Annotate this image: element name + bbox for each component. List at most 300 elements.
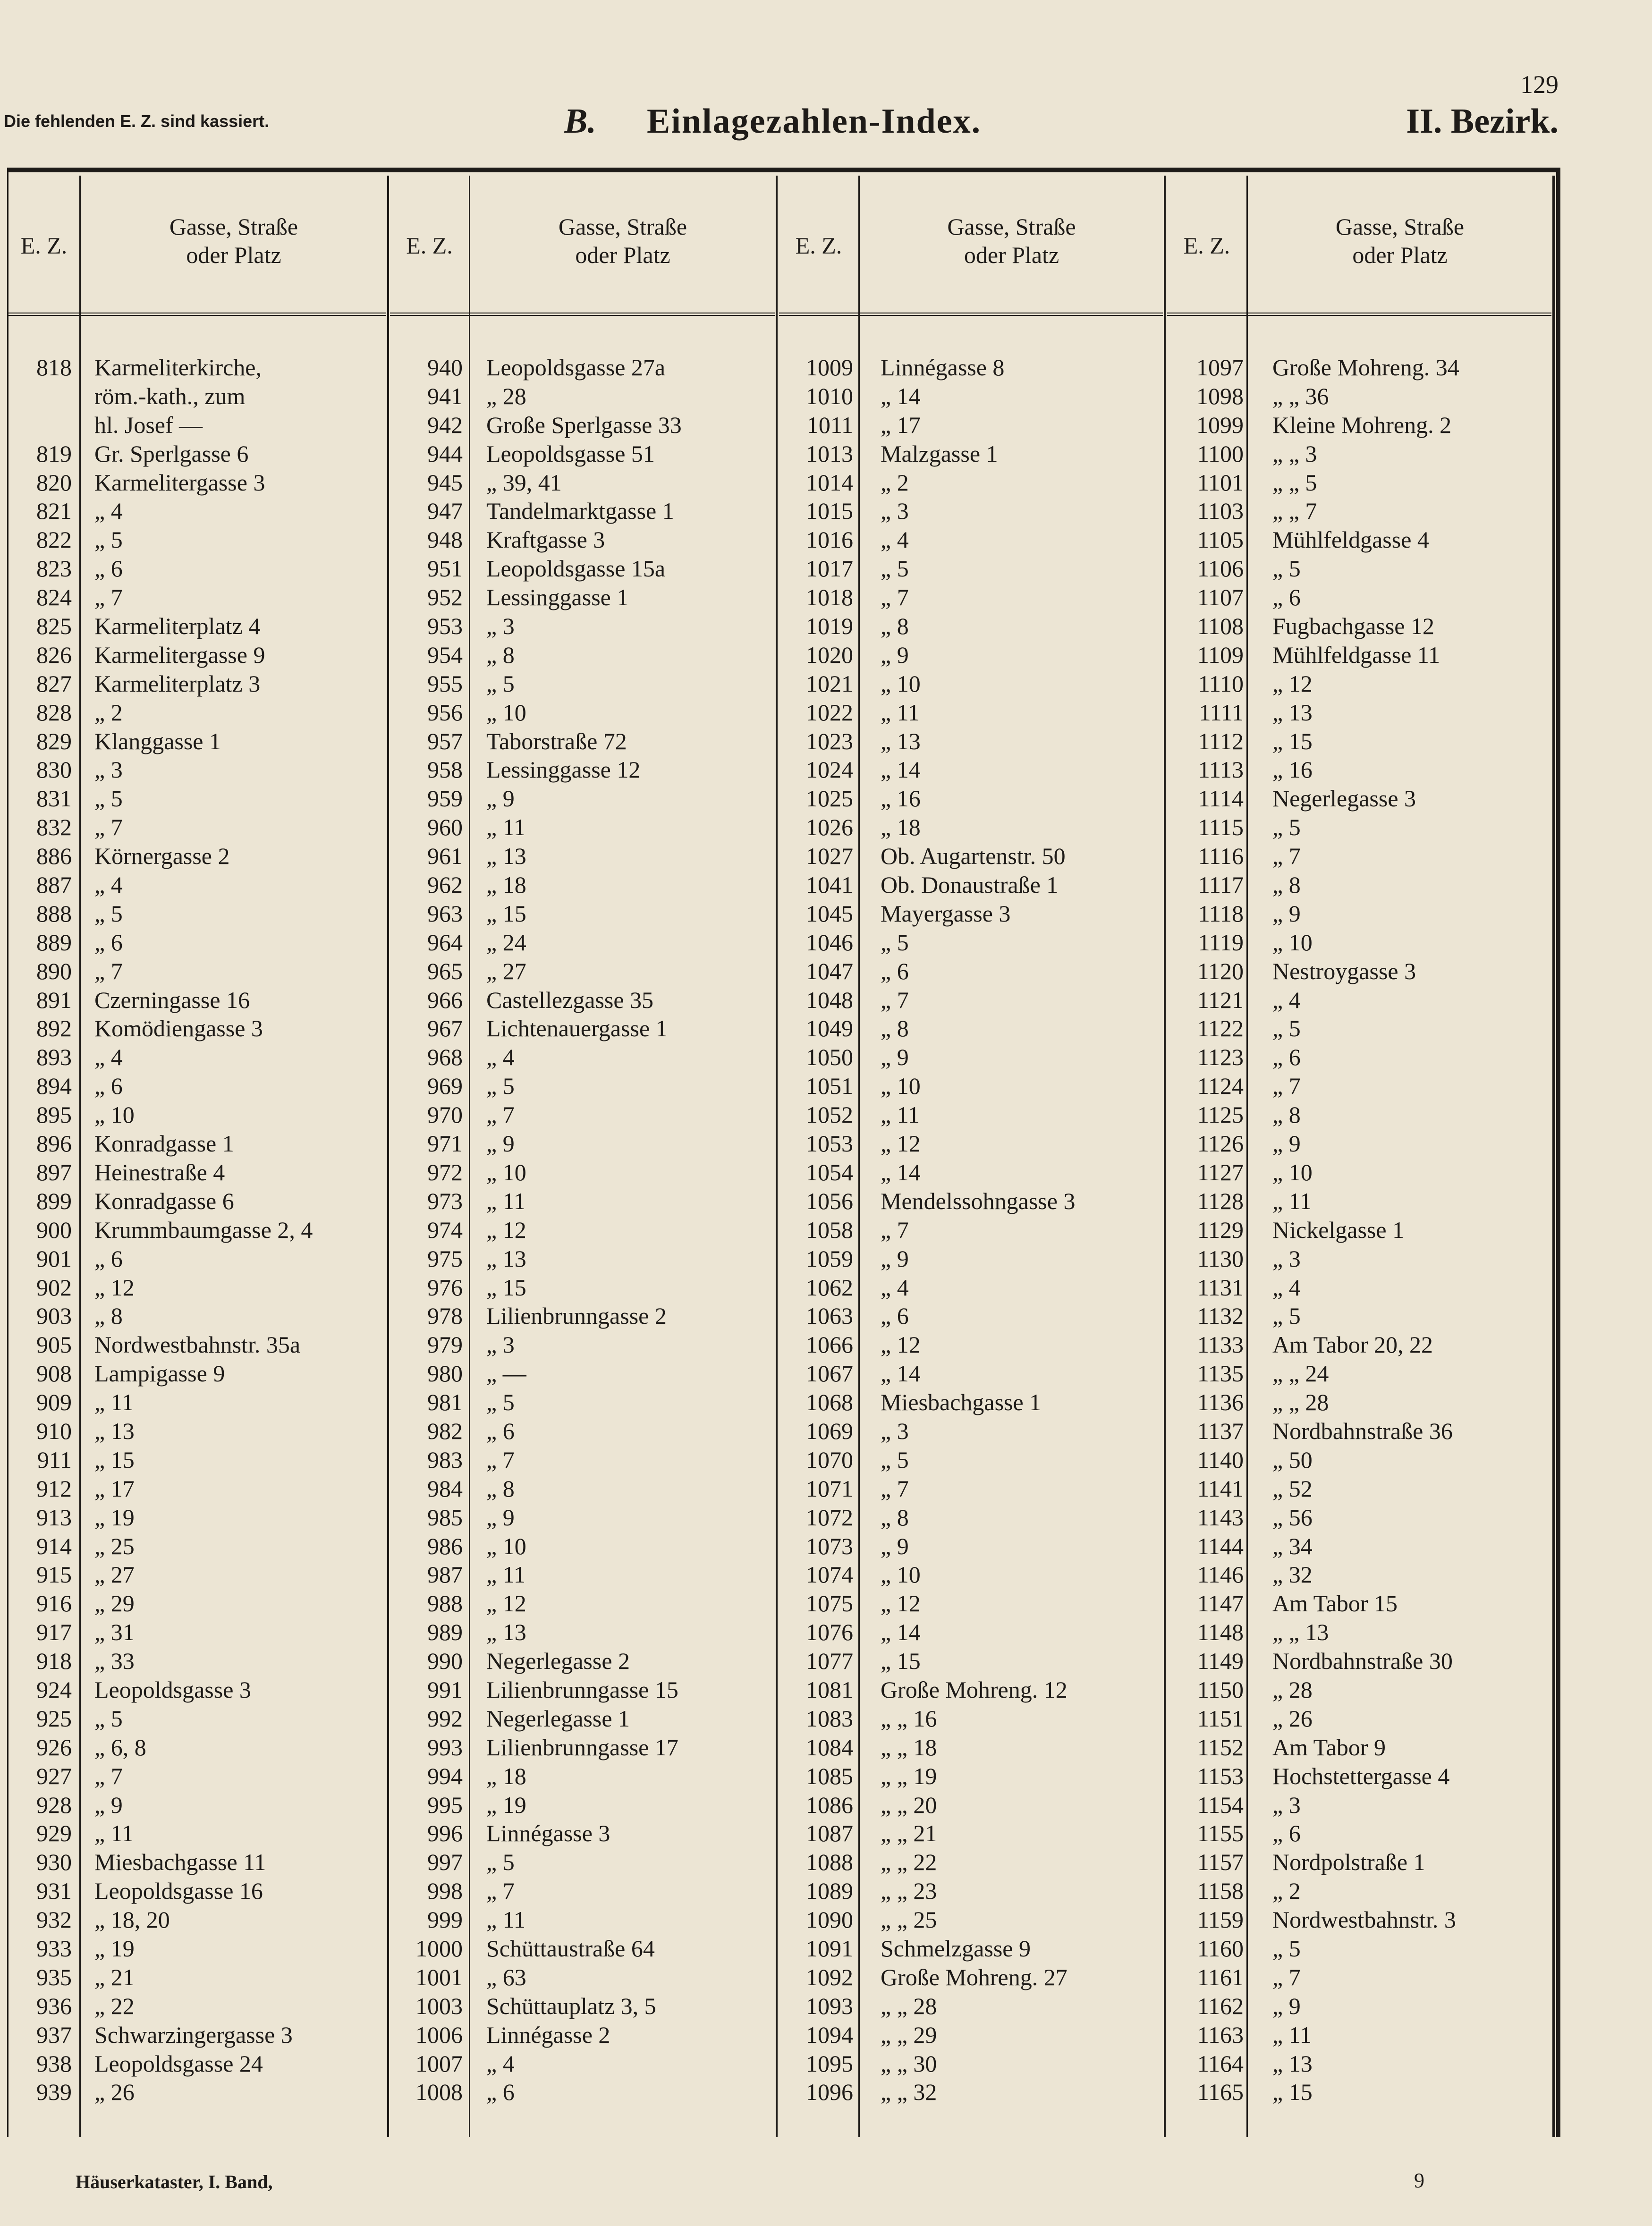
ez-header: E. Z. — [795, 232, 842, 259]
table-row — [881, 784, 1162, 813]
table-row — [94, 957, 385, 986]
street-entry: „ „ 3 — [1272, 440, 1317, 467]
ez-number: 1070 — [806, 1446, 853, 1473]
table-row — [780, 928, 853, 957]
table-row — [391, 1216, 463, 1244]
street-entry: Schüttaustraße 64 — [486, 1935, 655, 1962]
table-row — [881, 1819, 1162, 1848]
table-row — [881, 957, 1162, 986]
ez-number: 1121 — [1197, 986, 1244, 1013]
street-entry: Karmeliterplatz 3 — [94, 670, 261, 697]
table-row — [486, 784, 773, 813]
table-row — [881, 497, 1162, 525]
street-entry: „ „ 18 — [881, 1734, 937, 1760]
street-entry: „ 9 — [881, 1044, 909, 1071]
table-row — [881, 612, 1162, 641]
table-row — [881, 1072, 1162, 1100]
table-row — [486, 1647, 773, 1676]
street-entry: „ 14 — [881, 382, 921, 409]
table-row — [1272, 583, 1551, 612]
street-entry: „ 6 — [1272, 1044, 1301, 1071]
table-row — [1168, 1647, 1244, 1676]
street-entry: Lichtenauergasse 1 — [486, 1015, 668, 1042]
table-row — [391, 1905, 463, 1934]
table-row — [1272, 1589, 1551, 1618]
table-row — [486, 353, 773, 382]
header-rule — [779, 313, 1163, 316]
street-entry: Hochstettergasse 4 — [1272, 1762, 1450, 1789]
ez-number: 1009 — [806, 354, 853, 381]
street-entry: „ 4 — [486, 2050, 515, 2077]
ez-number: 1056 — [806, 1187, 853, 1214]
ez-number: 1129 — [1197, 1216, 1244, 1243]
table-row — [486, 1043, 773, 1072]
table-row — [780, 1647, 853, 1676]
ez-number: 900 — [36, 1216, 72, 1243]
ez-number: 1106 — [1197, 555, 1244, 582]
table-row — [486, 899, 773, 928]
table-row — [881, 1877, 1162, 1905]
table-row — [94, 1848, 385, 1877]
table-row — [9, 1934, 72, 1963]
street-entry: „ 6 — [94, 929, 123, 956]
street-entry: Lilienbrunngasse 2 — [486, 1303, 667, 1329]
ez-number: 967 — [427, 1015, 463, 1042]
street-entry: Schüttauplatz 3, 5 — [486, 1992, 656, 2019]
street-entry: „ 4 — [1272, 1274, 1301, 1301]
street-entry: „ 6 — [1272, 1820, 1301, 1847]
table-row — [9, 1877, 72, 1905]
street-entry: Nordpolstraße 1 — [1272, 1849, 1425, 1876]
table-row — [1168, 755, 1244, 784]
table-row — [881, 1417, 1162, 1446]
street-entry: „ 2 — [1272, 1878, 1301, 1904]
ez-number: 1124 — [1197, 1073, 1244, 1100]
table-row — [1272, 1187, 1551, 1216]
table-row — [1168, 1791, 1244, 1820]
ez-number: 997 — [427, 1849, 463, 1876]
table-row — [94, 1560, 385, 1589]
ez-number: 895 — [36, 1101, 72, 1128]
table-row — [391, 1560, 463, 1589]
table-row — [780, 755, 853, 784]
table-row — [780, 440, 853, 468]
table-row — [9, 1446, 72, 1474]
street-entry: „ 14 — [881, 1619, 921, 1646]
ez-number: 1154 — [1197, 1791, 1244, 1818]
table-row — [780, 1905, 853, 1934]
ez-number: 1108 — [1197, 613, 1244, 640]
table-row — [1272, 382, 1551, 411]
street-entry: „ 5 — [881, 929, 909, 956]
table-row — [9, 1676, 72, 1704]
street-entry: „ 10 — [486, 699, 526, 726]
table-row — [1272, 899, 1551, 928]
table-row — [94, 928, 385, 957]
street-entry: „ 28 — [486, 382, 526, 409]
street-entry: Tandelmarktgasse 1 — [486, 498, 674, 525]
ez-number: 1025 — [806, 785, 853, 812]
street-entry: „ 34 — [1272, 1532, 1313, 1559]
ez-number: 1046 — [806, 929, 853, 956]
table-row — [9, 1359, 72, 1388]
street-entry: „ 4 — [94, 498, 123, 525]
street-entry: Malzgasse 1 — [881, 440, 998, 467]
table-row — [9, 1330, 72, 1359]
table-row — [1272, 411, 1551, 440]
ez-number: 1041 — [806, 872, 853, 898]
divider — [387, 176, 389, 2137]
ez-number: 1107 — [1197, 584, 1244, 611]
table-row — [486, 755, 773, 784]
ez-number: 1118 — [1198, 900, 1244, 927]
street-entry: „ 15 — [1272, 2079, 1313, 2106]
street-entry: „ „ 19 — [881, 1762, 937, 1789]
ez-number: 1140 — [1197, 1446, 1244, 1473]
table-row — [391, 2021, 463, 2049]
table-row — [780, 554, 853, 583]
table-row — [486, 842, 773, 871]
street-entry: „ 11 — [486, 1906, 525, 1933]
ez-number: 830 — [36, 756, 72, 783]
ez-number: 1090 — [806, 1906, 853, 1933]
table-row — [780, 1474, 853, 1503]
street-entry: „ 10 — [881, 1561, 921, 1588]
ez-number: 983 — [427, 1446, 463, 1473]
table-row — [881, 1733, 1162, 1762]
ez-number: 1083 — [806, 1705, 853, 1732]
table-row — [1168, 1330, 1244, 1359]
street-entry: Negerlegasse 2 — [486, 1648, 630, 1675]
ez-number: 1137 — [1197, 1417, 1244, 1444]
street-entry: „ 63 — [486, 1964, 526, 1990]
street-entry: „ 4 — [881, 1274, 909, 1301]
table-row — [1272, 1043, 1551, 1072]
ez-number: 1052 — [806, 1101, 853, 1128]
ez-number: 1026 — [806, 814, 853, 841]
page-title: Einlagezahlen-Index. — [647, 102, 982, 141]
table-row — [1168, 1733, 1244, 1762]
table-row — [1272, 1129, 1551, 1158]
street-entry: Körnergasse 2 — [94, 843, 230, 870]
ez-number: 944 — [427, 440, 463, 467]
table-row — [881, 1848, 1162, 1877]
street-header: Gasse, Straße oder Platz — [169, 213, 298, 268]
table-row — [94, 1187, 385, 1216]
table-row — [780, 2021, 853, 2049]
table-row — [780, 1877, 853, 1905]
ez-number: 1158 — [1197, 1878, 1244, 1904]
table-row — [391, 1417, 463, 1446]
table-row — [780, 957, 853, 986]
table-row — [486, 986, 773, 1015]
ez-number: 964 — [427, 929, 463, 956]
table-row — [94, 641, 385, 669]
street-entry: „ 21 — [94, 1964, 135, 1990]
table-row — [1168, 1905, 1244, 1934]
table-row — [1272, 612, 1551, 641]
table-row — [391, 1532, 463, 1561]
ez-number: 1127 — [1197, 1159, 1244, 1185]
street-entry: „ 3 — [881, 498, 909, 525]
ez-number: 1006 — [415, 2021, 463, 2048]
ez-number: 829 — [36, 728, 72, 754]
table-row — [780, 1848, 853, 1877]
table-row — [391, 1934, 463, 1963]
street-entry: „ 11 — [486, 1561, 525, 1588]
street-entry: „ „ 29 — [881, 2021, 937, 2048]
table-row — [391, 1158, 463, 1187]
ez-number: 1120 — [1197, 957, 1244, 984]
table-row — [780, 641, 853, 669]
table-row — [1168, 1244, 1244, 1273]
ez-number: 929 — [36, 1820, 72, 1847]
street-entry: „ 7 — [881, 584, 909, 611]
table-row — [1272, 468, 1551, 497]
street-entry: Miesbachgasse 11 — [94, 1849, 266, 1876]
street-entry: „ 19 — [486, 1791, 526, 1818]
street-entry: „ 18, 20 — [94, 1906, 170, 1933]
ez-number: 973 — [427, 1187, 463, 1214]
street-entry: „ 12 — [881, 1331, 921, 1358]
table-row — [1168, 1589, 1244, 1618]
table-row — [94, 1474, 385, 1503]
street-entry: „ 17 — [94, 1475, 135, 1502]
table-row — [486, 1819, 773, 1848]
ez-number: 1103 — [1197, 498, 1244, 525]
table-row — [780, 525, 853, 554]
table-row — [881, 2078, 1162, 2107]
table-row — [9, 1503, 72, 1532]
missing-entries-note: Die fehlenden E. Z. sind kassiert. — [4, 111, 270, 131]
table-row — [1272, 1158, 1551, 1187]
ez-number: 1136 — [1197, 1389, 1244, 1416]
ez-number: 924 — [36, 1676, 72, 1703]
ez-number: 1122 — [1197, 1015, 1244, 1042]
street-entry: „ 27 — [486, 957, 526, 984]
table-row — [780, 1503, 853, 1532]
divider — [776, 176, 778, 2137]
table-row — [486, 1244, 773, 1273]
table-row — [391, 1273, 463, 1302]
table-row — [391, 1618, 463, 1647]
table-row — [9, 784, 72, 813]
ez-number: 1088 — [806, 1849, 853, 1876]
ez-number: 1163 — [1197, 2021, 1244, 2048]
ez-number: 956 — [427, 699, 463, 726]
table-row — [9, 1791, 72, 1820]
ez-number: 828 — [36, 699, 72, 726]
street-entry: Schwarzingergasse 3 — [94, 2021, 293, 2048]
street-entry: „ 6 — [486, 1417, 515, 1444]
ez-number: 1164 — [1197, 2050, 1244, 2077]
table-row — [9, 727, 72, 756]
table-row — [1168, 1273, 1244, 1302]
table-row — [486, 1905, 773, 1934]
street-entry: „ 16 — [881, 785, 921, 812]
table-row — [1168, 698, 1244, 727]
table-row — [1272, 1819, 1551, 1848]
street-entry: Leopoldsgasse 51 — [486, 440, 655, 467]
table-row — [1272, 1791, 1551, 1820]
ez-number: 1085 — [806, 1762, 853, 1789]
ez-number: 958 — [427, 756, 463, 783]
street-header: Gasse, Straße oder Platz — [1335, 213, 1465, 268]
table-row — [1168, 612, 1244, 641]
ez-number: 1095 — [806, 2050, 853, 2077]
ez-number: 893 — [36, 1044, 72, 1071]
street-entry: Leopoldsgasse 3 — [94, 1676, 251, 1703]
table-row — [1272, 784, 1551, 813]
table-row — [486, 957, 773, 986]
table-row — [486, 1791, 773, 1820]
street-entry: „ 14 — [881, 756, 921, 783]
ez-number: 1008 — [415, 2079, 463, 2106]
table-row — [1168, 784, 1244, 813]
ez-number: 932 — [36, 1906, 72, 1933]
table-row — [9, 1100, 72, 1129]
street-entry: „ 7 — [881, 1216, 909, 1243]
ez-number: 902 — [36, 1274, 72, 1301]
ez-number: 952 — [427, 584, 463, 611]
table-row — [391, 1014, 463, 1043]
street-entry: Lessinggasse 1 — [486, 584, 629, 611]
table-row — [486, 411, 773, 440]
street-entry: Kleine Mohreng. 2 — [1272, 411, 1452, 438]
street-entry: „ 5 — [94, 900, 123, 927]
ez-number: 832 — [36, 814, 72, 841]
table-row — [391, 641, 463, 669]
table-row — [9, 1704, 72, 1733]
ez-number: 1125 — [1197, 1101, 1244, 1128]
table-row — [486, 1014, 773, 1043]
table-row — [1168, 842, 1244, 871]
street-entry: „ 6, 8 — [94, 1734, 146, 1760]
table-row — [780, 1676, 853, 1704]
ez-number: 1109 — [1197, 641, 1244, 668]
table-row — [391, 755, 463, 784]
street-entry: Lilienbrunngasse 17 — [486, 1734, 678, 1760]
street-entry: Konradgasse 6 — [94, 1187, 234, 1214]
street-entry: „ 10 — [1272, 1159, 1313, 1185]
street-entry: „ 5 — [94, 526, 123, 553]
table-row — [94, 727, 385, 756]
street-entry: „ 39, 41 — [486, 469, 562, 496]
ez-number: 1003 — [415, 1992, 463, 2019]
table-row — [486, 1100, 773, 1129]
table-row — [881, 2049, 1162, 2078]
table-row — [780, 698, 853, 727]
ez-number: 1089 — [806, 1878, 853, 1904]
table-row — [391, 440, 463, 468]
table-row — [780, 1129, 853, 1158]
ez-number: 985 — [427, 1504, 463, 1531]
street-entry: „ „ 28 — [1272, 1389, 1329, 1416]
footer-book-title: Häuserkataster, I. Band, — [76, 2171, 273, 2192]
ez-number: 1099 — [1196, 411, 1244, 438]
table-row — [9, 1905, 72, 1934]
ez-number: 1153 — [1197, 1762, 1244, 1789]
table-row — [9, 698, 72, 727]
table-row — [780, 1359, 853, 1388]
table-row — [94, 1877, 385, 1905]
street-entry: Fugbachgasse 12 — [1272, 613, 1434, 640]
table-row — [391, 497, 463, 525]
table-row — [1168, 382, 1244, 411]
table-row — [486, 1187, 773, 1216]
table-row — [780, 1733, 853, 1762]
ez-number: 1087 — [806, 1820, 853, 1847]
table-row — [1168, 1704, 1244, 1733]
street-entry: „ 19 — [94, 1935, 135, 1962]
table-row — [486, 1302, 773, 1330]
table-row — [94, 1014, 385, 1043]
street-entry: „ 5 — [94, 1705, 123, 1732]
ez-number: 982 — [427, 1417, 463, 1444]
table-row — [780, 1302, 853, 1330]
ez-number: 1128 — [1197, 1187, 1244, 1214]
street-entry: Nordbahnstraße 30 — [1272, 1648, 1453, 1675]
table-row — [780, 1388, 853, 1417]
table-row — [1272, 353, 1551, 382]
table-row — [391, 1762, 463, 1791]
ez-number: 905 — [36, 1331, 72, 1358]
table-row — [1168, 411, 1244, 440]
table-row — [391, 842, 463, 871]
ez-number: 1016 — [806, 526, 853, 553]
ez-number: 1011 — [806, 411, 853, 438]
ez-number: 1051 — [806, 1073, 853, 1100]
street-entry: „ 5 — [881, 1446, 909, 1473]
table-row — [1168, 1762, 1244, 1791]
table-row — [391, 1992, 463, 2021]
ez-number: 818 — [36, 354, 72, 381]
table-row — [94, 468, 385, 497]
table-row — [486, 1762, 773, 1791]
table-row — [780, 583, 853, 612]
table-row — [9, 440, 72, 468]
table-row — [1272, 554, 1551, 583]
ez-number: 1047 — [806, 957, 853, 984]
table-row — [486, 1848, 773, 1877]
table-row — [9, 1560, 72, 1589]
ez-number: 1045 — [806, 900, 853, 927]
table-row — [1168, 525, 1244, 554]
street-entry: Schmelzgasse 9 — [881, 1935, 1031, 1962]
ez-number: 1073 — [806, 1532, 853, 1559]
table-row — [1272, 1704, 1551, 1733]
ez-number: 1117 — [1198, 872, 1244, 898]
ez-number: 1081 — [806, 1676, 853, 1703]
table-row — [780, 1273, 853, 1302]
table-row — [1272, 928, 1551, 957]
ez-number: 928 — [36, 1791, 72, 1818]
table-row — [1272, 440, 1551, 468]
street-entry: „ „ 24 — [1272, 1360, 1329, 1387]
ez-number: 1007 — [415, 2050, 463, 2077]
ez-number: 824 — [36, 584, 72, 611]
table-row — [780, 1934, 853, 1963]
table-row — [391, 1963, 463, 1992]
table-row — [1168, 1388, 1244, 1417]
table-row — [94, 1100, 385, 1129]
ez-number: 933 — [36, 1935, 72, 1962]
table-row — [486, 1072, 773, 1100]
ez-number: 1101 — [1197, 469, 1244, 496]
table-row — [486, 1503, 773, 1532]
ez-number: 888 — [36, 900, 72, 927]
table-row — [881, 1100, 1162, 1129]
